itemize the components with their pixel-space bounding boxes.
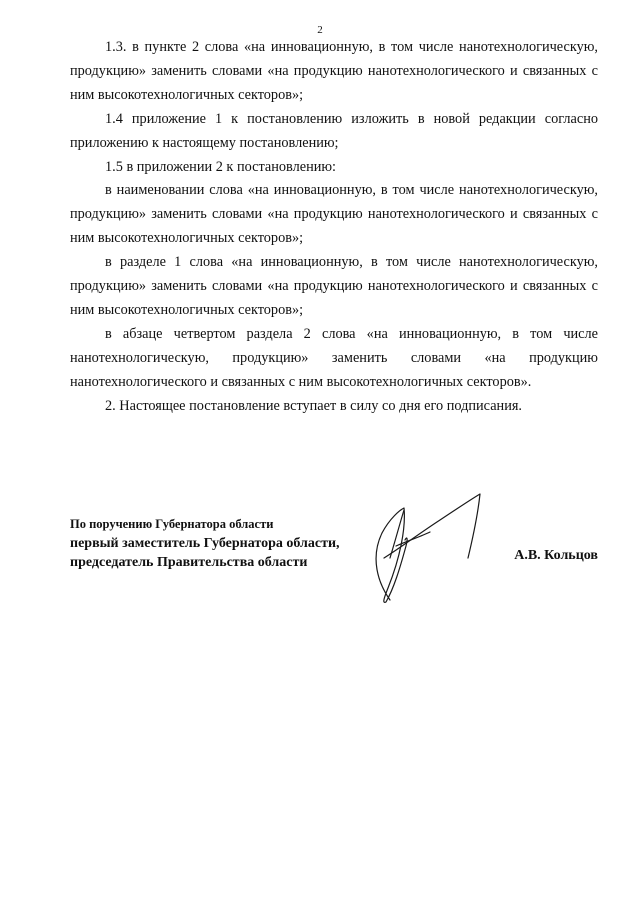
signer-title-line-2: первый заместитель Губернатора области, (70, 536, 340, 551)
page-number: 2 (317, 24, 323, 36)
signer-title-line-3: председатель Правительства области (70, 555, 308, 570)
paragraph-1-4: 1.4 приложение 1 к постановлению изложить в новой редакции согласно приложению к настоящему постановлению; (70, 110, 598, 151)
signer-name: А.В. Кольцов (514, 548, 598, 563)
handwritten-signature (360, 488, 510, 608)
paragraph-section-1-change: в разделе 1 слова «на инновационную, в том числе нанотехнологическую, продукцию» заменить словами «на продукцию нанотехнологического и связанных с ним высокотехнологичных секторов»; (70, 254, 598, 318)
signer-title-line-1: По поручению Губернатора области (70, 517, 274, 531)
signer-title (70, 515, 340, 572)
paragraph-section-2-change: в абзаце четвертом раздела 2 слова «на инновационную, в том числе нанотехнологическую, продукцию» заменить словами «на продукцию нанотехнологического и связанных с ним высокотехнологичных секторов». (70, 325, 598, 390)
signature-block (70, 515, 598, 585)
paragraph-title-change: в наименовании слова «на инновационную, в том числе нанотехнологическую, продукцию» заменить словами «на продукцию нанотехнологического и связанных с ним высокотехнологичных секторов»; (70, 182, 598, 247)
paragraph-1-3: 1.3. в пункте 2 слова «на инновационную, в том числе нанотехнологическую, продукцию» заменить словами «на продукцию нанотехнологического и связанных с ним высокотехнологичных секторов»; (70, 39, 598, 103)
document-body (70, 36, 598, 419)
paragraph-effective-date: 2. Настоящее постановление вступает в силу со дня его подписания. (105, 397, 522, 414)
paragraph-1-5: 1.5 в приложении 2 к постановлению: (105, 158, 337, 175)
